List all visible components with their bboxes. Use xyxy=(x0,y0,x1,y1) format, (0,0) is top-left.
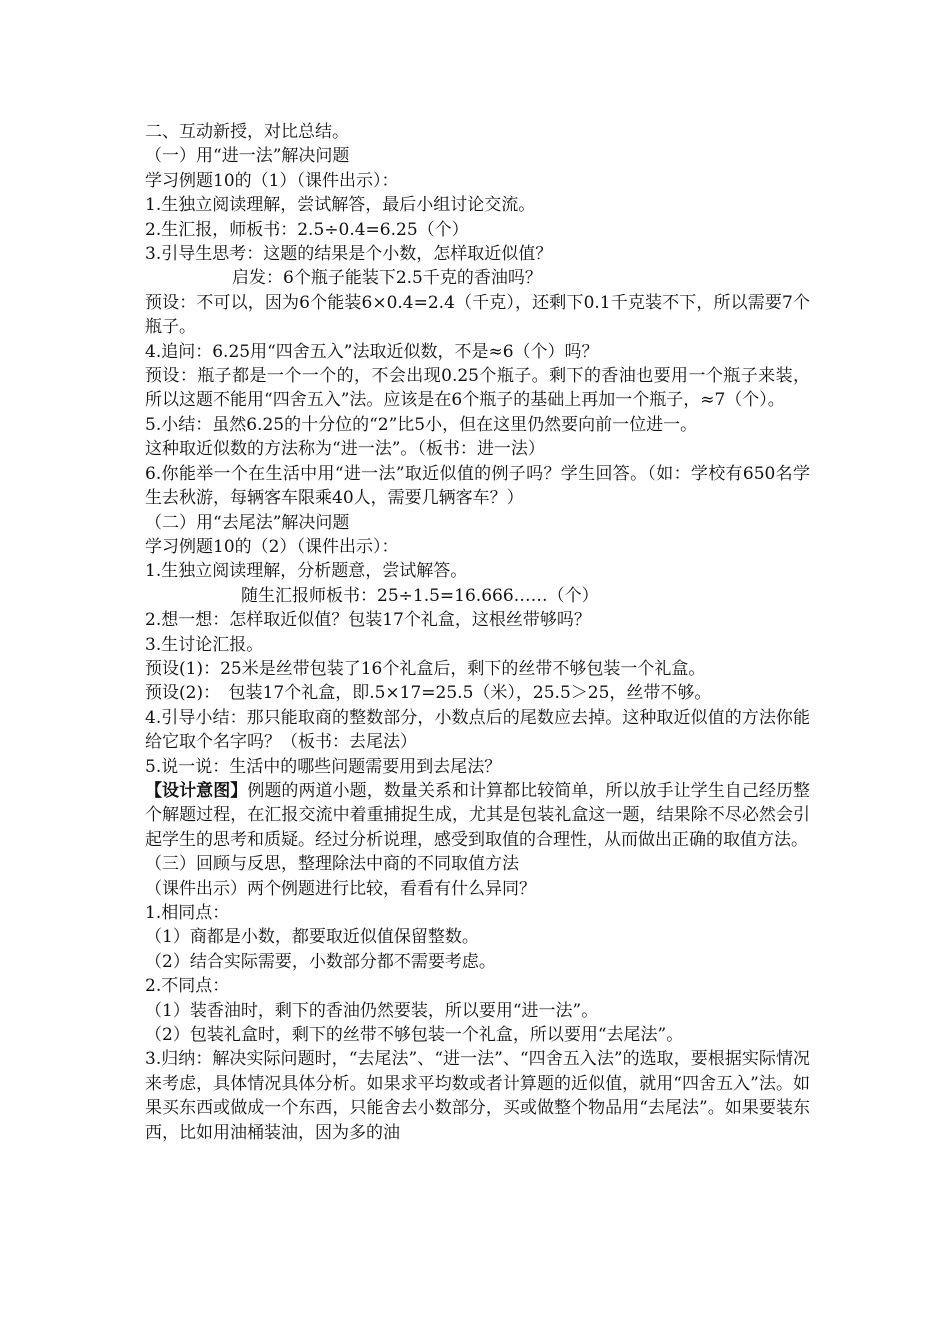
text-line: 1.生独立阅读理解，分析题意，尝试解答。 xyxy=(145,561,468,582)
text-line: （1）商都是小数，都要取近似值保留整数。 xyxy=(145,927,479,948)
subsection-heading-3: （三）回顾与反思，整理除法中商的不同取值方法 xyxy=(145,854,519,875)
text-line-indented: 随生汇报师板书：25÷1.5=16.666……（个） xyxy=(241,585,599,606)
text-line: 预设(2)： 包装17个礼盒，即.5×17=25.5（米），25.5＞25，丝带不够。 xyxy=(145,683,712,704)
document-body xyxy=(145,120,810,1145)
text-line: 1.生独立阅读理解，尝试解答，最后小组讨论交流。 xyxy=(145,195,536,216)
text-line: 2.想一想：怎样取近似值？包装17个礼盒，这根丝带够吗？ xyxy=(145,610,591,631)
text-line: 这种取近似数的方法称为“进一法”。（板书：进一法） xyxy=(145,439,545,460)
text-line-indented: 启发：6个瓶子能装下2.5千克的香油吗？ xyxy=(232,268,542,289)
paragraph: 4.引导小结：那只能取商的整数部分，小数点后的尾数应去掉。这种取近似值的方法你能给它取个名字吗？（板书：去尾法） xyxy=(145,707,810,753)
text-line: 5.说一说：生活中的哪些问题需要用到去尾法？ xyxy=(145,756,502,777)
text-line: 学习例题10的（2）（课件出示）： xyxy=(145,536,399,557)
text-line: 5.小结：虽然6.25的十分位的“2”比5小，但在这里仍然要向前一位进一。 xyxy=(145,414,698,435)
text-line: 学习例题10的（1）（课件出示）： xyxy=(145,170,399,191)
text-line: （2）包装礼盒时，剩下的丝带不够包装一个礼盒，所以要用“去尾法”。 xyxy=(145,1025,684,1046)
paragraph: 6.你能举一个在生活中用“进一法”取近似值的例子吗？学生回答。（如：学校有650名学生去秋游，每辆客车限乘40人，需要几辆客车？） xyxy=(145,463,810,509)
text-line: 2.生汇报，师板书：2.5÷0.4=6.25（个） xyxy=(145,219,469,240)
text-line: （1）装香油时，剩下的香油仍然要装，所以要用“进一法”。 xyxy=(145,1000,599,1021)
paragraph: 3.归纳：解决实际问题时，“去尾法”、“进一法”、“四舍五入法”的选取，要根据实际情况来考虑，具体情况具体分析。如果求平均数或者计算题的近似值，就用“四舍五入”法。如果买东西或做成一个东西，只能舍去小数部分，买或做整个物品用“去尾法”。如果要装东西，比如用油桶装油，因为多的油 xyxy=(145,1049,810,1143)
text-line: 4.追问：6.25用“四舍五入”法取近似数，不是≈6（个）吗？ xyxy=(145,341,599,362)
text-line: 1.相同点： xyxy=(145,903,230,923)
design-intent-label: 【设计意图】 xyxy=(145,780,248,801)
text-line: （2）结合实际需要，小数部分都不需要考虑。 xyxy=(145,951,496,972)
design-intent-paragraph xyxy=(145,779,810,852)
text-line: （课件出示）两个例题进行比较，看看有什么异同？ xyxy=(145,878,536,899)
subsection-heading-1: （一）用“进一法”解决问题 xyxy=(145,146,350,167)
text-line: 预设(1)：25米是丝带包装了16个礼盒后，剩下的丝带不够包装一个礼盒。 xyxy=(145,658,706,679)
paragraph: 预设：瓶子都是一个一个的，不会出现0.25个瓶子。剩下的香油也要用一个瓶子来装，所以这题不能用“四舍五入”法。应该是在6个瓶子的基础上再加一个瓶子，≈7（个）。 xyxy=(145,366,810,411)
paragraph: 预设：不可以，因为6个能装6×0.4=2.4（千克），还剩下0.1千克装不下，所以需要7个瓶子。 xyxy=(145,292,810,338)
text-line: 3.生讨论汇报。 xyxy=(145,634,264,655)
section-heading: 二、互动新授，对比总结。 xyxy=(145,122,349,142)
text-line: 3.引导生思考：这题的结果是个小数，怎样取近似值？ xyxy=(145,244,553,265)
design-intent-text: 例题的两道小题，数量关系和计算都比较简单，所以放手让学生自己经历整个解题过程，在汇报交流中着重捕捉生成，尤其是包装礼盒这一题，结果除不尽必然会引起学生的思考和质疑。经过分析说理，感受到取值的合理性，从而做出正确的取值方法。 xyxy=(145,780,811,850)
subsection-heading-2: （二）用“去尾法”解决问题 xyxy=(145,512,350,533)
text-line: 2.不同点： xyxy=(145,976,230,997)
